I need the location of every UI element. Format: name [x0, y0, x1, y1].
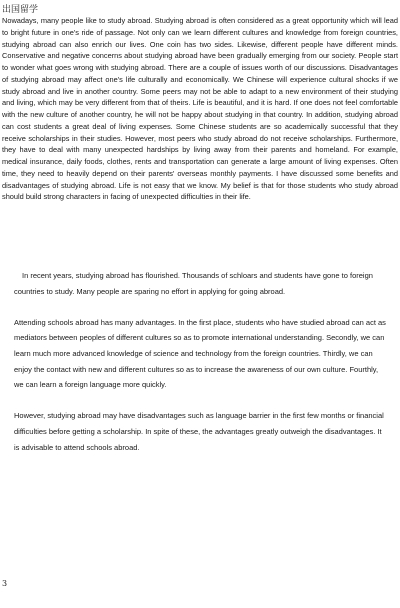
essay-two-paragraph-1: In recent years, studying abroad has flourished. Thousands of schloars and students have gone to foreign countries to study. Many people are sparing no effort in applying for going abroad.: [14, 271, 373, 296]
essay-two-paragraph-2: Attending schools abroad has many advantages. In the first place, students who have studied abroad can act as mediators between peoples of different cultures so as to promote international understanding. Secondly, we can learn much more advanced knowledge of science and technology from the foreign countries. Thirdly, we can enjoy the contact with new and different cultures so as to increase the awareness of our own culture. Fourthly, we can learn a foreign language more quickly.: [14, 317, 386, 390]
essay-two: [14, 268, 386, 471]
page-title: 出国留学: [2, 5, 39, 15]
essay-two-paragraph-3: However, studying abroad may have disadvantages such as language barrier in the first few months or financial difficulties before getting a scholarship. In spite of these, the advantages greatly outweigh the disadvantages. It is advisable to attend schools abroad.: [14, 411, 384, 452]
page-number: 3: [2, 579, 8, 588]
essay-one-paragraph: Nowadays, many people like to study abroad. Studying abroad is often considered as a great opportunity which will lead to bright future in one's ride of passage. Not only can we learn different cultures and knowledge from foreign countries, studying abroad can also enrich our lives. One coin has two sides. Likewise, different people have different minds. Conservative and negative concerns about studying abroad have been gradually emerging from our society. People start to wonder what goes wrong with studying abroad. There are a couple of issues worth of our discussions. Disadvantages of studying abroad may affect one's life culturally and economically. We Chinese will experience cultural shocks if we study abroad and live in another country. Some peers may not be able to adapt to a new environment of their studying and living, which may be very different from that of theirs. Life is beautiful, and it is hard. If one does not feel comfortable with the new culture of another country, he will not be happy about studying in that country. In addition, studying abroad can cost students a great deal of living expenses. Some Chinese students are so academically successful that they receive scholarships in their studies. However, most peers who study abroad do not receive scholarships. Furthermore, they have to deal with many unexpected hardships by living away from their parents and homeland. For example, medical insurance, daily foods, clothes, rents and transportation can generate a large amount of living expenses. Often time, they need to heavily depend on their parents' overseas monthly payments. I have discussed some benefits and disadvantages of studying abroad. Life is not easy that we know. My belief is that for those students who study abroad should build strong characters in facing of unexpected difficulties in their life.: [2, 16, 398, 202]
